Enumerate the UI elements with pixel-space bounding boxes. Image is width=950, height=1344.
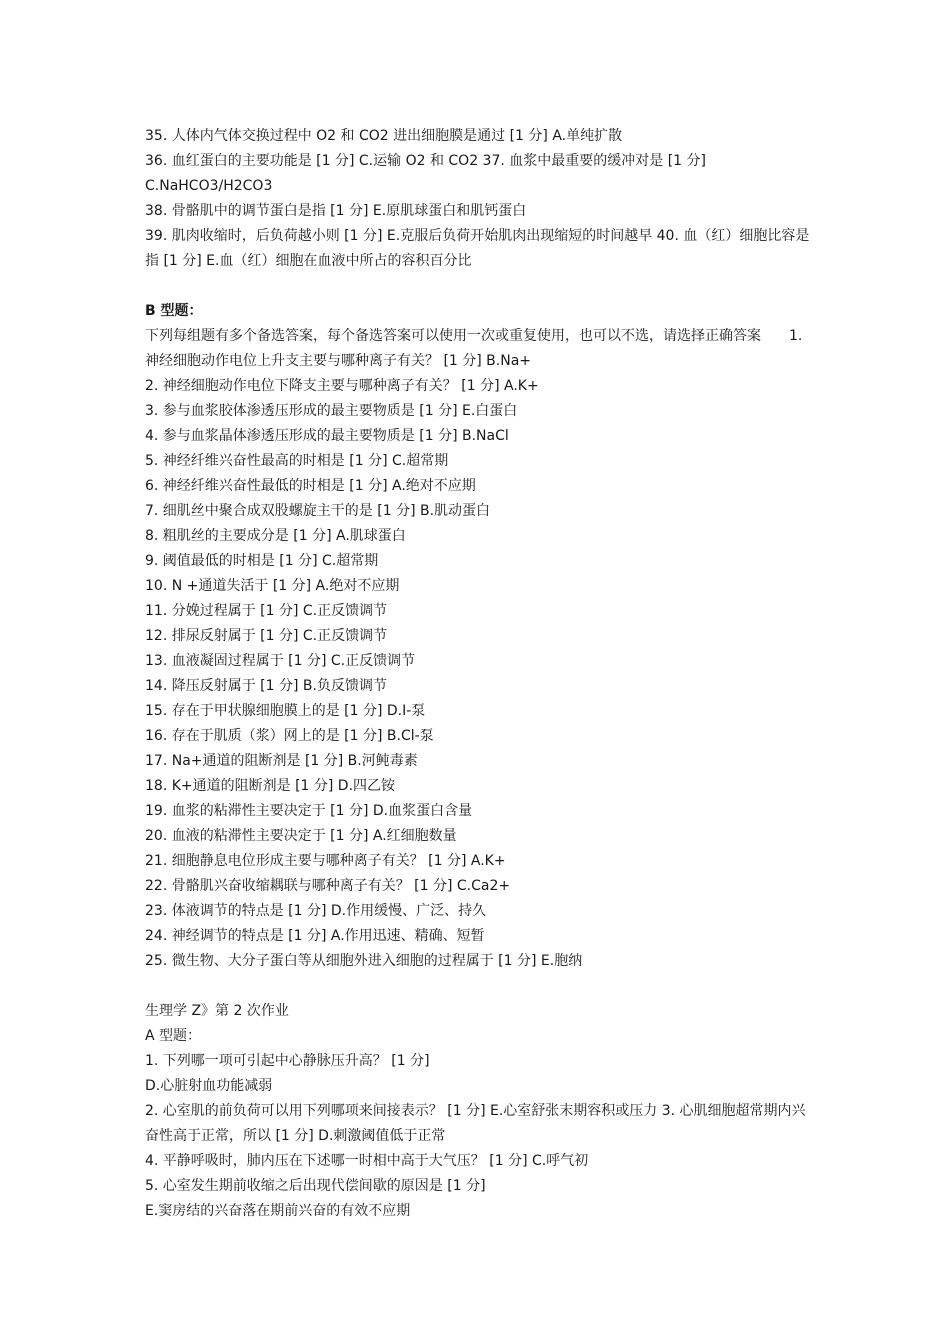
b-item: 17. Na+通道的阻断剂是 [1 分] B.河鲀毒素: [145, 753, 418, 769]
b-item: 19. 血浆的粘滞性主要决定于 [1 分] D.血浆蛋白含量: [145, 803, 473, 819]
question-36-37: 36. 血红蛋白的主要功能是 [1 分] C.运输 O2 和 CO2 37. 血浆中最重要的缓冲对是 [1 分] C.NaHCO3/H2CO3: [145, 153, 706, 194]
b-item: 9. 阈值最低的时相是 [1 分] C.超常期: [145, 553, 379, 569]
b-item: 16. 存在于肌质（浆）网上的是 [1 分] B.Cl-泵: [145, 728, 434, 744]
b-item: 24. 神经调节的特点是 [1 分] A.作用迅速、精确、短暂: [145, 928, 485, 944]
section-2-item: 5. 心室发生期前收缩之后出现代偿间歇的原因是 [1 分]: [145, 1178, 486, 1194]
section-2-item: 1. 下列哪一项可引起中心静脉压升高？ [1 分]: [145, 1053, 430, 1069]
b-item: 21. 细胞静息电位形成主要与哪种离子有关？ [1 分] A.K+: [145, 853, 506, 869]
b-item: 4. 参与血浆晶体渗透压形成的最主要物质是 [1 分] B.NaCl: [145, 428, 509, 444]
b-item: 12. 排尿反射属于 [1 分] C.正反馈调节: [145, 628, 388, 644]
b-type-intro: 下列每组题有多个备选答案，每个备选答案可以使用一次或重复使用，也可以不选，请选择正确答案 1. 神经细胞动作电位上升支主要与哪种离子有关？ [1 分] B.Na+: [145, 328, 803, 369]
b-item: 8. 粗肌丝的主要成分是 [1 分] A.肌球蛋白: [145, 528, 406, 544]
spacer: [145, 274, 815, 299]
b-item: 15. 存在于甲状腺细胞膜上的是 [1 分] D.I-泵: [145, 703, 426, 719]
document-page: [145, 124, 815, 1224]
b-item: 14. 降压反射属于 [1 分] B.负反馈调节: [145, 678, 387, 694]
b-item: 13. 血液凝固过程属于 [1 分] C.正反馈调节: [145, 653, 416, 669]
b-item: 5. 神经纤维兴奋性最高的时相是 [1 分] C.超常期: [145, 453, 449, 469]
b-item: 7. 细肌丝中聚合成双股螺旋主干的是 [1 分] B.肌动蛋白: [145, 503, 491, 519]
b-item: 2. 神经细胞动作电位下降支主要与哪种离子有关？ [1 分] A.K+: [145, 378, 539, 394]
section-2-item: 2. 心室肌的前负荷可以用下列哪项来间接表示？ [1 分] E.心室舒张末期容积或压力 3. 心肌细胞超常期内兴奋性高于正常，所以 [1 分] D.刺激阈值低于正常: [145, 1103, 806, 1144]
section-2-item: 4. 平静呼吸时，肺内压在下述哪一时相中高于大气压？ [1 分] C.呼气初: [145, 1153, 589, 1169]
spacer: [145, 974, 815, 999]
b-item: 23. 体液调节的特点是 [1 分] D.作用缓慢、广泛、持久: [145, 903, 487, 919]
b-item: 3. 参与血浆胶体渗透压形成的最主要物质是 [1 分] E.白蛋白: [145, 403, 518, 419]
b-item: 25. 微生物、大分子蛋白等从细胞外进入细胞的过程属于 [1 分] E.胞纳: [145, 953, 583, 969]
b-type-heading: B 型题：: [145, 303, 203, 319]
section-2-title: 生理学 Z》第 2 次作业: [145, 1003, 289, 1019]
b-item: 22. 骨骼肌兴奋收缩耦联与哪种离子有关？ [1 分] C.Ca2+: [145, 878, 511, 894]
b-item: 11. 分娩过程属于 [1 分] C.正反馈调节: [145, 603, 388, 619]
question-38: 38. 骨骼肌中的调节蛋白是指 [1 分] E.原肌球蛋白和肌钙蛋白: [145, 203, 527, 219]
b-item: 20. 血液的粘滞性主要决定于 [1 分] A.红细胞数量: [145, 828, 457, 844]
question-39-40: 39. 肌肉收缩时，后负荷越小则 [1 分] E.克服后负荷开始肌肉出现缩短的时间越早 40. 血（红）细胞比容是指 [1 分] E.血（红）细胞在血液中所占的容积百分比: [145, 228, 810, 269]
section-2-type: A 型题：: [145, 1028, 202, 1044]
section-2-item: D.心脏射血功能减弱: [145, 1078, 273, 1094]
b-item: 6. 神经纤维兴奋性最低的时相是 [1 分] A.绝对不应期: [145, 478, 476, 494]
question-35: 35. 人体内气体交换过程中 O2 和 CO2 进出细胞膜是通过 [1 分] A.单纯扩散: [145, 128, 623, 144]
section-2-item: E.窦房结的兴奋落在期前兴奋的有效不应期: [145, 1203, 411, 1219]
b-item: 18. K+通道的阻断剂是 [1 分] D.四乙铵: [145, 778, 396, 794]
b-item: 10. N +通道失活于 [1 分] A.绝对不应期: [145, 578, 400, 594]
